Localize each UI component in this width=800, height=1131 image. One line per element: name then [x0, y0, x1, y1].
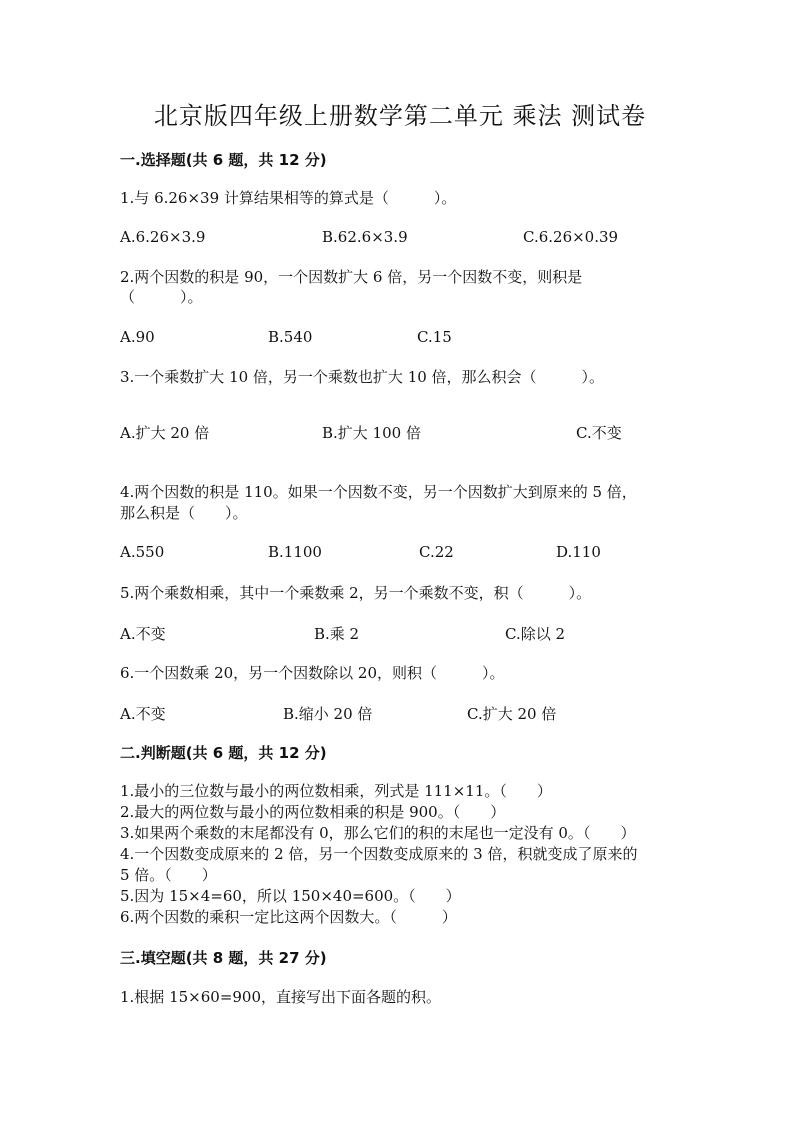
question-1-6: 6.一个因数乘 20，另一个因数除以 20，则积（ ）。: [120, 664, 505, 682]
question-1-4-line2: 那么积是（ ）。: [120, 504, 248, 522]
option-1-1-b: B.62.6×3.9: [322, 228, 408, 246]
question-1-4-line1: 4.两个因数的积是 110。如果一个因数不变，另一个因数扩大到原来的 5 倍，: [120, 483, 637, 501]
question-1-2-line2: （ ）。: [120, 288, 203, 306]
option-1-6-b: B.缩小 20 倍: [283, 705, 373, 723]
section-heading-judge: 二.判断题(共 6 题，共 12 分): [120, 744, 327, 762]
fill-question-1: 1.根据 15×60=900，直接写出下面各题的积。: [120, 988, 442, 1006]
section-heading-fill: 三.填空题(共 8 题，共 27 分): [120, 949, 327, 967]
judge-line-5: 5.因为 15×4=60，所以 150×40=600。（ ）: [120, 887, 461, 905]
option-1-5-c: C.除以 2: [505, 625, 566, 643]
option-1-2-c: C.15: [417, 328, 452, 346]
judge-line-4: 4.一个因数变成原来的 2 倍，另一个因数变成原来的 3 倍，积就变成了原来的: [120, 845, 638, 863]
option-1-5-b: B.乘 2: [314, 625, 360, 643]
page-title: 北京版四年级上册数学第二单元 乘法 测试卷: [153, 102, 647, 130]
question-1-5: 5.两个乘数相乘，其中一个乘数乘 2，另一个乘数不变，积（ ）。: [120, 584, 592, 602]
option-1-3-c: C.不变: [576, 424, 622, 442]
option-1-2-a: A.90: [120, 328, 155, 346]
option-1-4-b: B.1100: [268, 543, 322, 561]
judge-line-3: 3.如果两个乘数的末尾都没有 0，那么它们的积的末尾也一定没有 0。（ ）: [120, 824, 636, 842]
option-1-3-b: B.扩大 100 倍: [322, 424, 421, 442]
option-1-4-a: A.550: [120, 543, 165, 561]
judge-line-6: 6.两个因数的乘积一定比这两个因数大。（ ）: [120, 908, 457, 926]
option-1-4-d: D.110: [556, 543, 601, 561]
option-1-1-c: C.6.26×0.39: [523, 228, 619, 246]
option-1-1-a: A.6.26×3.9: [120, 228, 206, 246]
option-1-2-b: B.540: [268, 328, 313, 346]
judge-line-1: 1.最小的三位数与最小的两位数相乘，列式是 111×11。（ ）: [120, 782, 552, 800]
option-1-6-a: A.不变: [120, 705, 166, 723]
option-1-4-c: C.22: [419, 543, 454, 561]
question-1-3: 3.一个乘数扩大 10 倍，另一个乘数也扩大 10 倍，那么积会（ ）。: [120, 368, 605, 386]
section-heading-choice: 一.选择题(共 6 题，共 12 分): [120, 151, 327, 169]
question-1-2-line1: 2.两个因数的积是 90，一个因数扩大 6 倍，另一个因数不变，则积是: [120, 268, 583, 286]
option-1-3-a: A.扩大 20 倍: [120, 424, 210, 442]
judge-line-2: 2.最大的两位数与最小的两位数相乘的积是 900。（ ）: [120, 803, 506, 821]
judge-line-4-cont: 5 倍。（ ）: [120, 866, 217, 884]
option-1-6-c: C.扩大 20 倍: [467, 705, 557, 723]
question-1-1: 1.与 6.26×39 计算结果相等的算式是（ ）。: [120, 189, 457, 207]
option-1-5-a: A.不变: [120, 625, 166, 643]
